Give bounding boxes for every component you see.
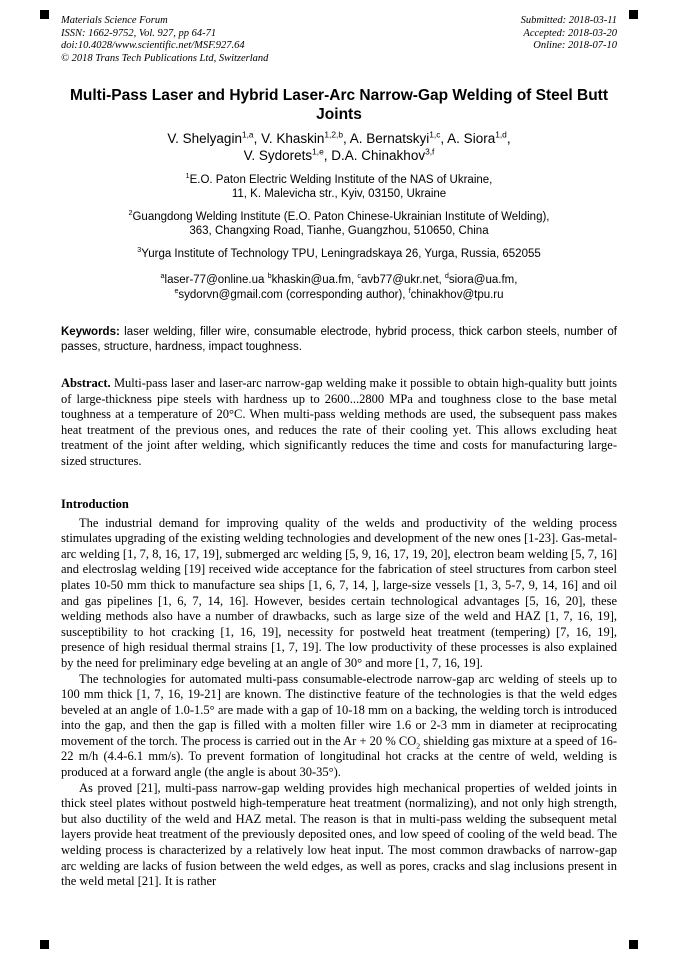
crop-mark-top-right	[629, 10, 638, 19]
paper-title: Multi-Pass Laser and Hybrid Laser-Arc Narrow-Gap Welding of Steel Butt Joints	[69, 87, 608, 123]
introduction-heading: Introduction	[61, 496, 129, 511]
journal-doi: doi:10.4028/www.scientific.net/MSF.927.64	[61, 40, 245, 51]
affiliation-2: $^2$Guangdong Welding Institute (E.O. Paton Chinese-Ukrainian Institute of Welding), 363, Changxing Road, Tianhe, Guangzhou, 510650, China	[128, 209, 550, 237]
author-emails: $^a$laser-77@online.ua $^b$khaskin@ua.fm, $^c$avb77@ukr.net, $^d$siora@ua.fm, $^e$sydorvn@gmail.com (corresponding author), $^f$chinakhov@tpu.ru	[160, 272, 518, 301]
intro-paragraph-2: The technologies for automated multi-pass consumable-electrode narrow-gap arc welding of steels up to 100 mm thick [1, 7, 16, 19-21] are known. The distinctive feature of the technologies is that the weld edges beveled at an angle of 1.0-1.5° are made with a gap of 10-18 mm on a backing, the welding torch is introduced into the gap, and then the gap is filled with a molten filler wire 1.6 or 2-3 mm in diameter at reciprocating movement of the torch. The process is carried out in the Ar + 20 % $CO_2$ shielding gas mixture at a speed of 16-22 m/h (4.4-6.1 mm/s). To prevent formation of longitudinal hot cracks at the centre of weld, welding is produced at a forward angle (the angle is about 30-35°).	[61, 671, 617, 780]
journal-info	[61, 15, 268, 65]
crop-mark-bottom-right	[629, 940, 638, 949]
intro-paragraph-3: As proved [21], multi-pass narrow-gap welding provides high mechanical properties of welded joints in thick steel plates without postweld high-temperature heat treatment (normalizing), and not only high strength, but also ductility of the weld and HAZ metal. The reason is that in multi-pass welding the subsequent metal layers provide heat treatment of the previously deposited ones, and low speed of cooling of the weld bead. The welding process is characterized by a relatively low heat input. The most common drawbacks of narrow-gap arc welding are lacks of fusion between the weld edges, as well as pores, cracks and slag inclusions present in the weld metal [21]. It is rather	[61, 780, 617, 889]
submitted-date: Submitted: 2018-03-11	[520, 15, 617, 26]
accepted-date: Accepted: 2018-03-20	[523, 27, 617, 39]
authors-line-2: V. Sydorets$^{1,e}$, D.A. Chinakhov$^{3,f}$	[243, 146, 435, 163]
paper-page	[61, 15, 617, 890]
intro-paragraph-1: The industrial demand for improving quality of the welds and productivity of the welding process stimulates upgrading of the existing welding technologies and development of the new ones [1-23]. Gas-metal-arc welding [1, 7, 8, 16, 17, 19], submerged arc welding [5, 9, 16, 17, 19, 20], electron beam welding [5, 7, 16] and electroslag welding [19] received wide acceptance for the fabrication of steel structures from carbon steel plates 10-50 mm thick to manufacture sea ships [1, 6, 7, 14, ], large-size vessels [1, 3, 5-7, 9, 14, 16] and oil and gas pipelines [1, 6, 7, 14, 16]. However, besides certain technological advantages [5, 16, 20], these welding methods also have a number of drawbacks, such as large size of the weld and HAZ [1, 7, 16, 19], susceptibility to hot cracking [1, 16, 19], necessity for postweld heat treatment (tempering) [7, 16, 19], presence of high residual thermal strains [1, 7, 19]. The low productivity of these processes is also explained by the need for preliminary edge beveling at an angle of 30° and more [1, 7, 16, 19].	[61, 515, 617, 670]
affiliation-1: $^1$E.O. Paton Electric Welding Institute of the NAS of Ukraine, 11, K. Malevicha str., Kyiv, 03150, Ukraine	[185, 172, 493, 200]
submission-info	[521, 15, 617, 65]
crop-mark-top-left	[40, 10, 49, 19]
online-date: Online: 2018-07-10	[533, 40, 617, 51]
crop-mark-bottom-left	[40, 940, 49, 949]
authors-line-1: V. Shelyagin$^{1,a}$, V. Khaskin$^{1,2,b}$, A. Bernatskyi$^{1,c}$, A. Siora$^{1,d}$,	[167, 129, 511, 146]
journal-copyright: © 2018 Trans Tech Publications Ltd, Switzerland	[61, 52, 269, 64]
paper-header	[61, 15, 617, 65]
authors-block	[61, 130, 617, 164]
journal-issn-volume: ISSN: 1662-9752, Vol. 927, pp 64-71	[61, 27, 217, 39]
abstract-paragraph: Abstract. Multi-pass laser and laser-arc narrow-gap welding make it possible to obtain high-quality butt joints of large-thickness pipe steels with hardness up to 2600...2800 MPa and toughness close to the base metal toughness at a temperature of 20°C. When multi-pass welding methods are used, the subsequent pass makes heat treatment of the previous ones, and reduces the rate of their cooling yet. This allows excluding heat treatment of the joint after welding, which significantly reduces the time and costs for manufacturing large-sized structures.	[61, 376, 617, 468]
journal-name: Materials Science Forum	[61, 15, 168, 26]
keywords-paragraph: Keywords: laser welding, filler wire, consumable electrode, hybrid process, thick carbon steels, number of passes, structure, hardness, impact toughness.	[61, 326, 617, 353]
affiliation-3: $^3$Yurga Institute of Technology TPU, Leningradskaya 26, Yurga, Russia, 652055	[137, 246, 541, 260]
